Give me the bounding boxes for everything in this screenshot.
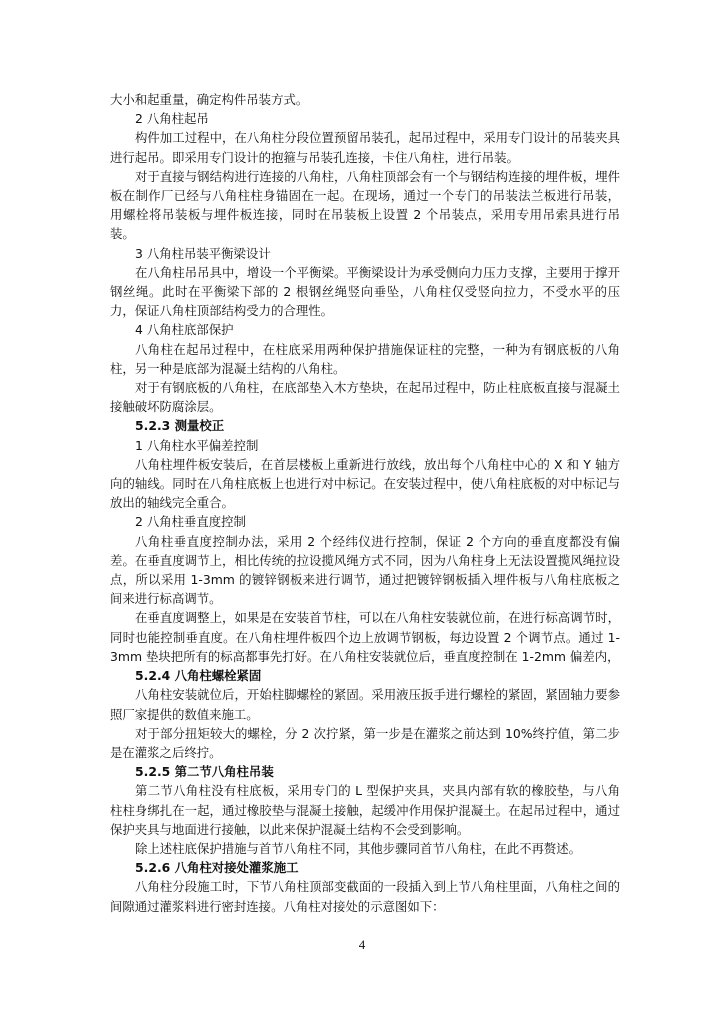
subsection-heading: 1 八角柱水平偏差控制 (135, 437, 259, 453)
body-paragraph: 在垂直度调整上，如果是在安装首节柱，可以在八角柱安装就位前，在进行标高调节时， 同时也能控制垂直度。在八角柱埋件板四个边上放调节钢板，每边设置 2 个调节点。通过 1-3mm 垫块把所有的标高都事先打好。在八角柱安装就位后，垂直度控制在 1-2mm 偏差内， (110, 610, 620, 664)
body-paragraph: 八角柱分段施工时，下节八角柱顶部变截面的一段插入到上节八角柱里面，八角柱之间的间隙通过灌浆料进行密封连接。八角柱对接处的示意图如下： (110, 879, 620, 914)
subsection-heading: 2 八角柱垂直度控制 (135, 514, 246, 530)
body-paragraph: 八角柱垂直度控制办法，采用 2 个经纬仪进行控制，保证 2 个方向的垂直度都没有偏差。在垂直度调节上，相比传统的拉设揽风绳方式不同，因为八角柱身上无法设置揽风绳拉设点，所以采用 1-3mm 的镀锌钢板来进行调节，通过把镀锌钢板插入埋件板与八角柱底板之间来进行标高调节。 (110, 533, 620, 607)
body-paragraph: 八角柱埋件板安装后，在首层楼板上重新进行放线，放出每个八角柱中心的 X 和 Y 轴方向的轴线。同时在八角柱底板上也进行对中标记。在安装过程中，使八角柱底板的对中标记与放出的轴线完全重合。 (110, 456, 620, 511)
body-paragraph: 大小和起重量，确定构件吊装方式。 (110, 92, 309, 107)
body-paragraph: 对于部分扭矩较大的螺栓，分 2 次拧紧，第一步是在灌浆之前达到 10%终拧值，第二步是在灌浆之后终拧。 (110, 725, 620, 760)
body-paragraph: 对于有钢底板的八角柱，在底部垫入木方垫块，在起吊过程中，防止柱底板直接与混凝土接触破坏防腐涂层。 (110, 380, 620, 415)
subsection-heading: 4 八角柱底部保护 (135, 322, 234, 338)
body-paragraph: 对于直接与钢结构进行连接的八角柱，八角柱顶部会有一个与钢结构连接的埋件板，埋件板在制作厂已经与八角柱柱身锚固在一起。在现场，通过一个专门的吊装法兰板进行吊装， 用螺栓将吊装板与埋件板连接，同时在吊装板上设置 2 个吊装点，采用专用吊索具进行吊装。 (110, 168, 620, 242)
body-paragraph: 构件加工过程中，在八角柱分段位置预留吊装孔，起吊过程中，采用专门设计的吊装夹具进行起吊。即采用专门设计的抱箍与吊装孔连接，卡住八角柱，进行吊装。 (110, 130, 620, 165)
section-heading: 5.2.5 第二节八角柱吊装 (135, 764, 274, 780)
subsection-heading: 2 八角柱起吊 (135, 111, 209, 127)
section-heading: 5.2.3 测量校正 (135, 418, 225, 434)
body-paragraph: 八角柱在起吊过程中，在柱底采用两种保护措施保证柱的完整，一种为有钢底板的八角柱，另一种是底部为混凝土结构的八角柱。 (110, 341, 620, 376)
document-body (110, 90, 620, 916)
page-number: 4 (358, 937, 366, 952)
body-paragraph: 除上述柱底保护措施与首节八角柱不同，其他步骤同首节八角柱，在此不再赘述。 (135, 840, 582, 856)
body-paragraph: 第二节八角柱没有柱底板，采用专门的 L 型保护夹具，夹具内部有软的橡胶垫，与八角柱柱身绑扎在一起，通过橡胶垫与混凝土接触，起缓冲作用保护混凝土。在起吊过程中，通过保护夹具与地面进行接触，以此来保护混凝土结构不会受到影响。 (110, 783, 620, 837)
body-paragraph: 在八角柱吊吊具中，增设一个平衡梁。平衡梁设计为承受侧向力压力支撑，主要用于撑开钢丝绳。此时在平衡梁下部的 2 根钢丝绳竖向垂坠，八角柱仅受竖向拉力，不受水平的压力，保证八角柱顶部结构受力的合理性。 (110, 264, 620, 319)
section-heading: 5.2.4 八角柱螺栓紧固 (135, 668, 262, 684)
section-heading: 5.2.6 八角柱对接处灌浆施工 (135, 860, 299, 876)
subsection-heading: 3 八角柱吊装平衡梁设计 (135, 245, 271, 261)
body-paragraph: 八角柱安装就位后，开始柱脚螺栓的紧固。采用液压扳手进行螺栓的紧固，紧固轴力要参照厂家提供的数值来施工。 (110, 687, 620, 722)
